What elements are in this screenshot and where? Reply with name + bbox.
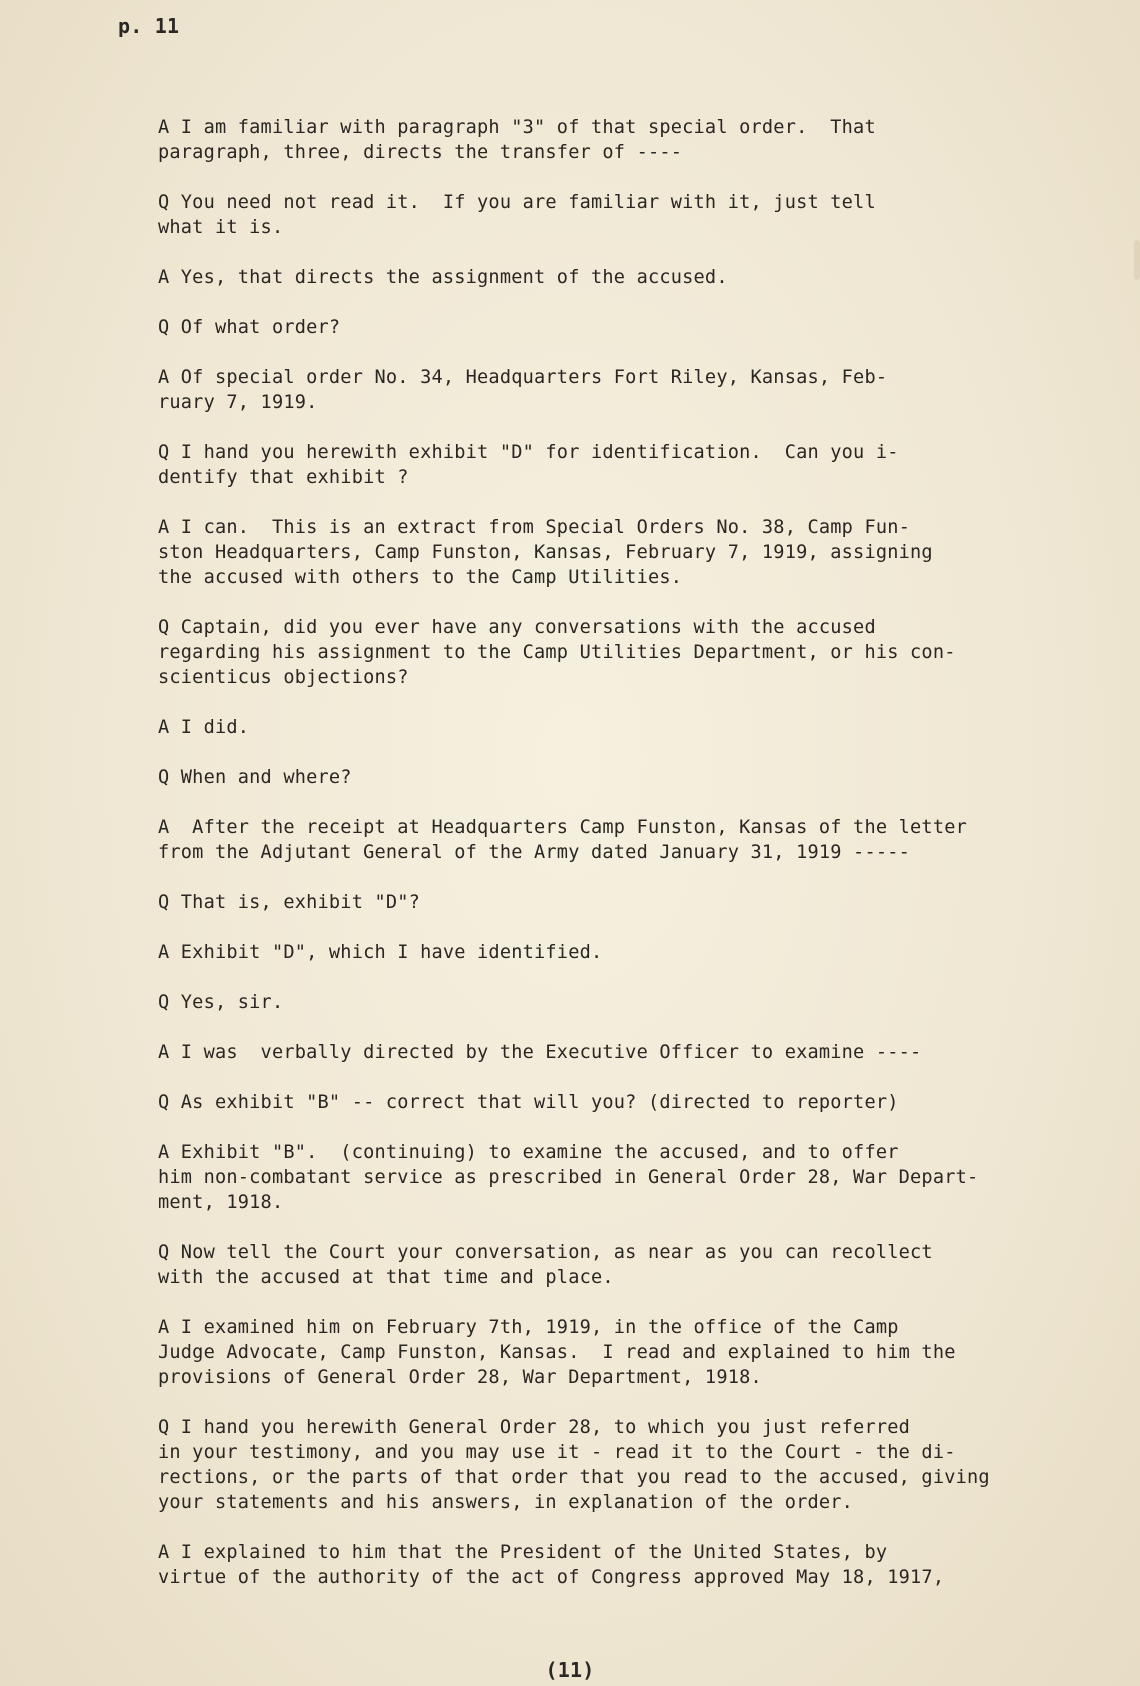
- transcript-line: with the accused at that time and place.: [158, 1267, 614, 1288]
- transcript-paragraph: [114, 715, 1029, 740]
- transcript-line: A I did.: [158, 717, 250, 738]
- transcript-line: Judge Advocate, Camp Funston, Kansas. I read and explained to him the: [158, 1342, 956, 1363]
- transcript-line: A I am familiar with paragraph "3" of that special order. That: [158, 117, 876, 138]
- transcript-line: Q Of what order?: [158, 317, 341, 338]
- transcript-line: from the Adjutant General of the Army dated January 31, 1919 -----: [158, 842, 911, 863]
- transcript-line: him non-combatant service as prescribed in General Order 28, War Depart-: [158, 1167, 979, 1188]
- transcript-line: Q I hand you herewith General Order 28, to which you just referred: [158, 1417, 911, 1438]
- transcript-line: A I was verbally directed by the Executive Officer to examine ----: [158, 1042, 922, 1063]
- transcript-paragraph: [114, 990, 1029, 1015]
- transcript-line: A After the receipt at Headquarters Camp Funston, Kansas of the letter: [158, 817, 968, 838]
- transcript-line: A Exhibit "B". (continuing) to examine the accused, and to offer: [158, 1142, 899, 1163]
- transcript-line: A Exhibit "D", which I have identified.: [158, 942, 603, 963]
- transcript-line: ment, 1918.: [158, 1192, 284, 1213]
- transcript-line: what it is.: [158, 217, 284, 238]
- transcript-line: Q You need not read it. If you are familiar with it, just tell: [158, 192, 876, 213]
- page-number-footer: (11): [545, 1658, 595, 1682]
- transcript-line: A Of special order No. 34, Headquarters Fort Riley, Kansas, Feb-: [158, 367, 888, 388]
- transcript-line: ston Headquarters, Camp Funston, Kansas, February 7, 1919, assigning: [158, 542, 933, 563]
- transcript-paragraph: [114, 1540, 1029, 1590]
- transcript-paragraph: [114, 1090, 1029, 1115]
- transcript-paragraph: [114, 115, 1029, 165]
- transcript-line: virtue of the authority of the act of Congress approved May 18, 1917,: [158, 1567, 945, 1588]
- transcript-line: Q Captain, did you ever have any conversations with the accused: [158, 617, 876, 638]
- transcript-line: A Yes, that directs the assignment of the accused.: [158, 267, 728, 288]
- transcript-line: A I explained to him that the President of the United States, by: [158, 1542, 888, 1563]
- transcript-paragraph: [114, 1315, 1029, 1390]
- transcript-line: rections, or the parts of that order that you read to the accused, giving: [158, 1467, 990, 1488]
- transcript-line: ruary 7, 1919.: [158, 392, 318, 413]
- transcript-line: Q When and where?: [158, 767, 352, 788]
- transcript-line: A I can. This is an extract from Special Orders No. 38, Camp Fun-: [158, 517, 911, 538]
- transcript-paragraph: [114, 890, 1029, 915]
- transcript-line: scienticus objections?: [158, 667, 409, 688]
- transcript-line: provisions of General Order 28, War Department, 1918.: [158, 1367, 762, 1388]
- transcript-paragraph: [114, 1140, 1029, 1215]
- transcript-paragraph: [114, 1240, 1029, 1290]
- transcript-paragraph: [114, 1415, 1029, 1515]
- transcript-line: Q I hand you herewith exhibit "D" for identification. Can you i-: [158, 442, 899, 463]
- transcript-line: in your testimony, and you may use it - read it to the Court - the di-: [158, 1442, 956, 1463]
- transcript-paragraph: [114, 940, 1029, 965]
- transcript-line: paragraph, three, directs the transfer of ----: [158, 142, 683, 163]
- transcript-paragraph: [114, 265, 1029, 290]
- transcript-paragraph: [114, 815, 1029, 865]
- transcript-paragraph: [114, 440, 1029, 490]
- transcript-line: regarding his assignment to the Camp Utilities Department, or his con-: [158, 642, 956, 663]
- transcript-paragraph: [114, 365, 1029, 415]
- transcript-paragraph: [114, 615, 1029, 690]
- transcript-line: your statements and his answers, in explanation of the order.: [158, 1492, 854, 1513]
- transcript-line: Q That is, exhibit "D"?: [158, 892, 421, 913]
- transcript-line: A I examined him on February 7th, 1919, in the office of the Camp: [158, 1317, 899, 1338]
- transcript-line: Q As exhibit "B" -- correct that will you? (directed to reporter): [158, 1092, 899, 1113]
- paper-mark: [1134, 240, 1140, 280]
- transcript-line: dentify that exhibit ?: [158, 467, 409, 488]
- transcript-paragraph: [114, 515, 1029, 590]
- transcript-line: Q Yes, sir.: [158, 992, 284, 1013]
- transcript-paragraph: [114, 1040, 1029, 1065]
- transcript-paragraph: [114, 190, 1029, 240]
- transcript-paragraph: [114, 765, 1029, 790]
- testimony-transcript: [114, 115, 1029, 1615]
- transcript-paragraph: [114, 315, 1029, 340]
- transcript-line: the accused with others to the Camp Utilities.: [158, 567, 683, 588]
- transcript-line: Q Now tell the Court your conversation, as near as you can recollect: [158, 1242, 933, 1263]
- page-label: p. 11: [118, 14, 180, 38]
